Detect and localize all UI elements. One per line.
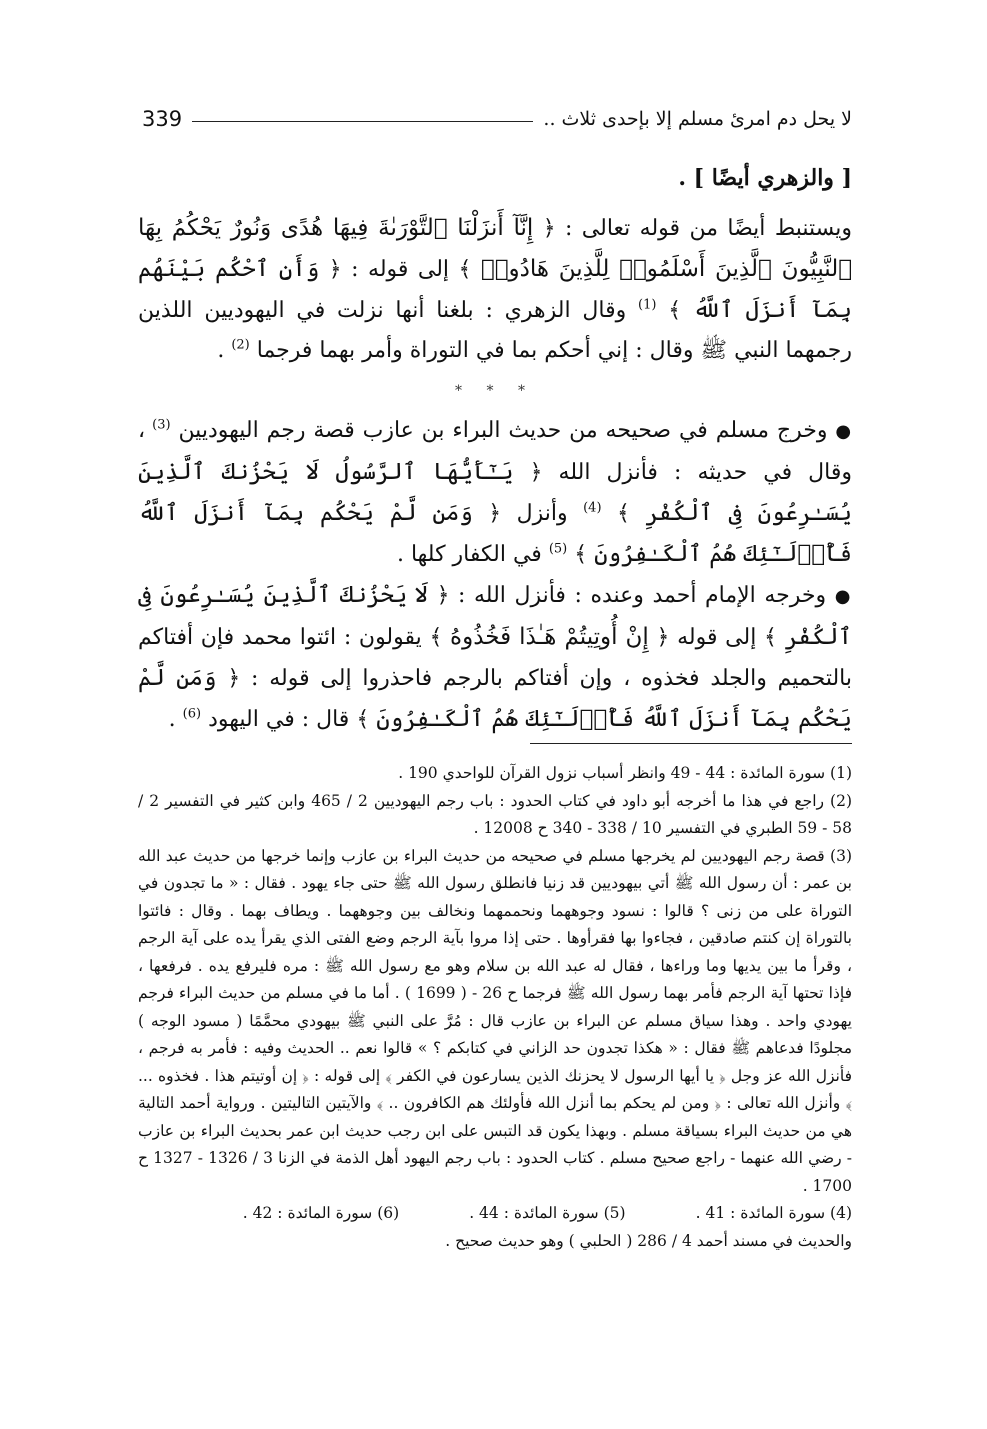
page-header (142, 102, 852, 136)
header-rule (192, 121, 533, 122)
p2-text-1: وخرج مسلم في صحيحه من حديث البراء بن عازب قصة رجم اليهوديين (178, 418, 828, 443)
footnote-6: (6) سورة المائدة : 42 . (242, 1204, 400, 1222)
footnote-7: والحديث في مسند أحمد 4 / 286 ( الحلبي ) وهو حديث صحيح . (445, 1231, 852, 1250)
footnote-ref-1[interactable]: (1) (638, 297, 657, 313)
p1-rest: وقال الزهري : بلغنا أنها نزلت في اليهوديين اللذين رجمهما النبي ﷺ وقال : إني أحكم بما في التوراة وأمر بهما فرجما (138, 298, 852, 363)
p3-text-3: يقولون : ائتوا محمد فإن أفتاكم بالتحميم والجلد فخذوه ، وإن أفتاكم بالرجم فاحذروا إلى قوله : (138, 625, 852, 691)
footnote-separator (530, 743, 852, 744)
section-separator-stars: * * * (455, 383, 535, 399)
running-title: لا يحل دم امرئ مسلم إلا بإحدى ثلاث .. (543, 108, 852, 130)
p1-end: . (217, 338, 225, 363)
quran-verse-1: إِنَّآ أَنزَلْنَا ٱلتَّوْرَىٰةَ فِيهَا هُدًى وَنُورٌ يَحْكُمُ بِهَا ٱلنَّبِيُّونَ ٱلَّذِينَ أَسْلَمُوا۟ لِلَّذِينَ هَادُوا۟ (138, 215, 853, 282)
p2-text-2: ، وقال في حديثه : فأنزل الله (138, 418, 853, 485)
p3-text-4: قال : في اليهود (208, 707, 350, 732)
bullet-icon: ● (835, 421, 852, 442)
p2-text-3: وأنزل (516, 501, 568, 526)
quran-verse-2: وَأَنِ ٱحْكُم بَيْنَهُم بِمَآ أَنزَلَ ٱللَّهُ (138, 256, 853, 323)
quran-verse-5: لَا يَحْزُنكَ ٱلَّذِينَ يُسَـٰرِعُونَ فِى ٱلْكُفْرِ (138, 582, 852, 650)
p1-intro: ويستنبط أيضًا من قوله تعالى : (564, 216, 852, 241)
main-text (138, 158, 852, 740)
p3-text-2: إلى قوله (677, 625, 757, 650)
footnote-ref-4[interactable]: (4) (583, 500, 602, 516)
paragraph-2: ● وخرج مسلم في صحيحه من حديث البراء بن عازب قصة رجم اليهوديين $^{(3)}$ ، وقال في حديثه : فأنزل الله ﴿ يَـٰٓأَيُّهَا ٱلرَّسُولُ لَا يَحْزُنكَ ٱلَّذِينَ يُسَـٰرِعُونَ فِى ٱلْكُفْرِ ﴾ $^{(4)}$ وأنزل ﴿ وَمَن لَّمْ يَحْكُم بِمَآ أَنزَلَ ٱللَّهُ فَأُو۟لَـٰٓئِكَ هُمُ ٱلْكَـٰفِرُونَ ﴾ $^{(5)}$ في الكفار كلها . (138, 417, 853, 567)
footnote-ref-6[interactable]: (6) (182, 706, 202, 722)
footnote-row-4-6 (138, 1200, 852, 1228)
paragraph-1: ويستنبط أيضًا من قوله تعالى : ﴿ إِنَّآ أَنزَلْنَا ٱلتَّوْرَىٰةَ فِيهَا هُدًى وَنُورٌ يَحْكُمُ بِهَا ٱلنَّبِيُّونَ ٱلَّذِينَ أَسْلَمُوا۟ لِلَّذِينَ هَادُوا۟ ﴾ إلى قوله : ﴿ وَأَنِ ٱحْكُم بَيْنَهُم بِمَآ أَنزَلَ ٱللَّهُ ﴾ $^{(1)}$ وقال الزهري : بلغنا أنها نزلت في اليهوديين اللذين رجمهما النبي ﷺ وقال : إني أحكم بما في التوراة وأمر بهما فرجما $^{(2)}$ . (138, 215, 853, 363)
footnote-4: (4) سورة المائدة : 41 . (695, 1204, 852, 1222)
quran-verse-6: إِنْ أُوتِيتُمْ هَـٰذَا فَخُذُوهُ (450, 624, 649, 650)
quran-verse-4: وَمَن لَّمْ يَحْكُم بِمَآ أَنزَلَ ٱللَّهُ فَأُو۟لَـٰٓئِكَ هُمُ ٱلْكَـٰفِرُونَ (138, 500, 852, 567)
quran-verse-7: وَمَن لَّمْ يَحْكُم بِمَآ أَنزَلَ ٱللَّهُ فَأُو۟لَـٰٓئِكَ هُمُ ٱلْكَـٰفِرُونَ (138, 665, 852, 732)
bullet-icon: ● (834, 586, 852, 607)
heading-line: [ والزهري أيضًا ] . (678, 165, 852, 191)
footnote-ref-5[interactable]: (5) (548, 541, 568, 557)
footnote-ref-3[interactable]: (3) (152, 417, 171, 433)
p2-text-4: في الكفار كلها . (396, 542, 542, 567)
paragraph-3: ● وخرجه الإمام أحمد وعنده : فأنزل الله : ﴿ لَا يَحْزُنكَ ٱلَّذِينَ يُسَـٰرِعُونَ فِى ٱلْكُفْرِ ﴾ إلى قوله ﴿ إِنْ أُوتِيتُمْ هَـٰذَا فَخُذُوهُ ﴾ يقولون : ائتوا محمد فإن أفتاكم بالتحميم والجلد فخذوه ، وإن أفتاكم بالرجم فاحذروا إلى قوله : ﴿ وَمَن لَّمْ يَحْكُم بِمَآ أَنزَلَ ٱللَّهُ فَأُو۟لَـٰٓئِكَ هُمُ ٱلْكَـٰفِرُونَ ﴾ قال : في اليهود $^{(6)}$ . (138, 582, 852, 732)
page-number: 339 (142, 107, 183, 131)
footnote-ref-2[interactable]: (2) (231, 337, 250, 353)
footnote-1: (1) سورة المائدة : 44 - 49 وانظر أسباب نزول القرآن للواحدي 190 . (398, 764, 852, 782)
p1-mid: إلى قوله : (351, 257, 450, 282)
p3-end: . (168, 707, 176, 732)
quran-close-bracket: ﴾ (458, 257, 472, 282)
quran-open-bracket: ﴿ (542, 216, 556, 241)
footnote-3: (3) قصة رجم اليهوديين لم يخرجها مسلم في صحيحه من حديث البراء بن عازب وإنما خرجها من حديث عبد الله بن عمر : أن رسول الله ﷺ أتي بيهوديين قد زنيا فانطلق رسول الله ﷺ حتى جاء يهود . فقال : « ما تجدون في التوراة على من زنى ؟ قالوا : نسود وجوههما ونحممهما ونخالف بين وجوههما . ويطاف بهما . وقال : فائتوا بالتوراة إن كنتم صادقين ، فجاءوا بها فقرأوها . حتى إذا مروا بآية الرجم وضع الفتى الذي يقرأ يده على آية الرجم ، وقرأ ما بين يديها وما وراءها ، فقال له عبد الله بن سلام وهو مع رسول الله ﷺ : مره فليرفع يده . فرفعها ، فإذا تحتها آية الرجم فأمر بهما رسول الله ﷺ فرجما ح 26 - ( 1699 ) . أما ما في مسلم من حديث البراء فرجم يهودي واحد . وهذا سياق مسلم عن البراء بن عازب قال : مُرَّ على النبي ﷺ بيهودي محمَّمًا ( مسود الوجه ) مجلودًا فدعاهم ﷺ فقال : « هكذا تجدون حد الزاني في كتابكم ؟ » قالوا نعم .. الحديث وفيه : فأمر به فرجم ، فأنزل الله عز وجل ﴿ يا أيها الرسول لا يحزنك الذين يسارعون في الكفر ﴾ إلى قوله : ﴿ إن أوتيتم هذا . فخذوه ... ﴾ وأنزل الله تعالى : ﴿ ومن لم يحكم بما أنزل الله فأولئك هم الكافرون .. ﴾ والآيتين التاليتين . ورواية أحمد التالية هي من حديث البراء بسياقة مسلم . وبهذا يكون قد التبس على ابن رجب حديث ابن عمر بحديث البراء بن عازب - رضي الله عنهما - راجع صحيح مسلم . كتاب الحدود : باب رجم اليهود أهل الذمة في الزنا 3 / 1326 - 1327 ح 1700 . (138, 846, 853, 1195)
footnote-2: (2) راجع في هذا ما أخرجه أبو داود في كتاب الحدود : باب رجم اليهوديين 2 / 465 وابن كثير في التفسير 2 / 58 - 59 الطبري في التفسير 10 / 338 - 340 ح 12008 . (138, 791, 852, 837)
p3-text-1: وخرجه الإمام أحمد وعنده : فأنزل الله : (458, 583, 827, 608)
footnotes (138, 760, 852, 1255)
footnote-5: (5) سورة المائدة : 44 . (469, 1204, 626, 1222)
quran-verse-3: يَـٰٓأَيُّهَا ٱلرَّسُولُ لَا يَحْزُنكَ ٱلَّذِينَ يُسَـٰرِعُونَ فِى ٱلْكُفْرِ (138, 459, 853, 526)
